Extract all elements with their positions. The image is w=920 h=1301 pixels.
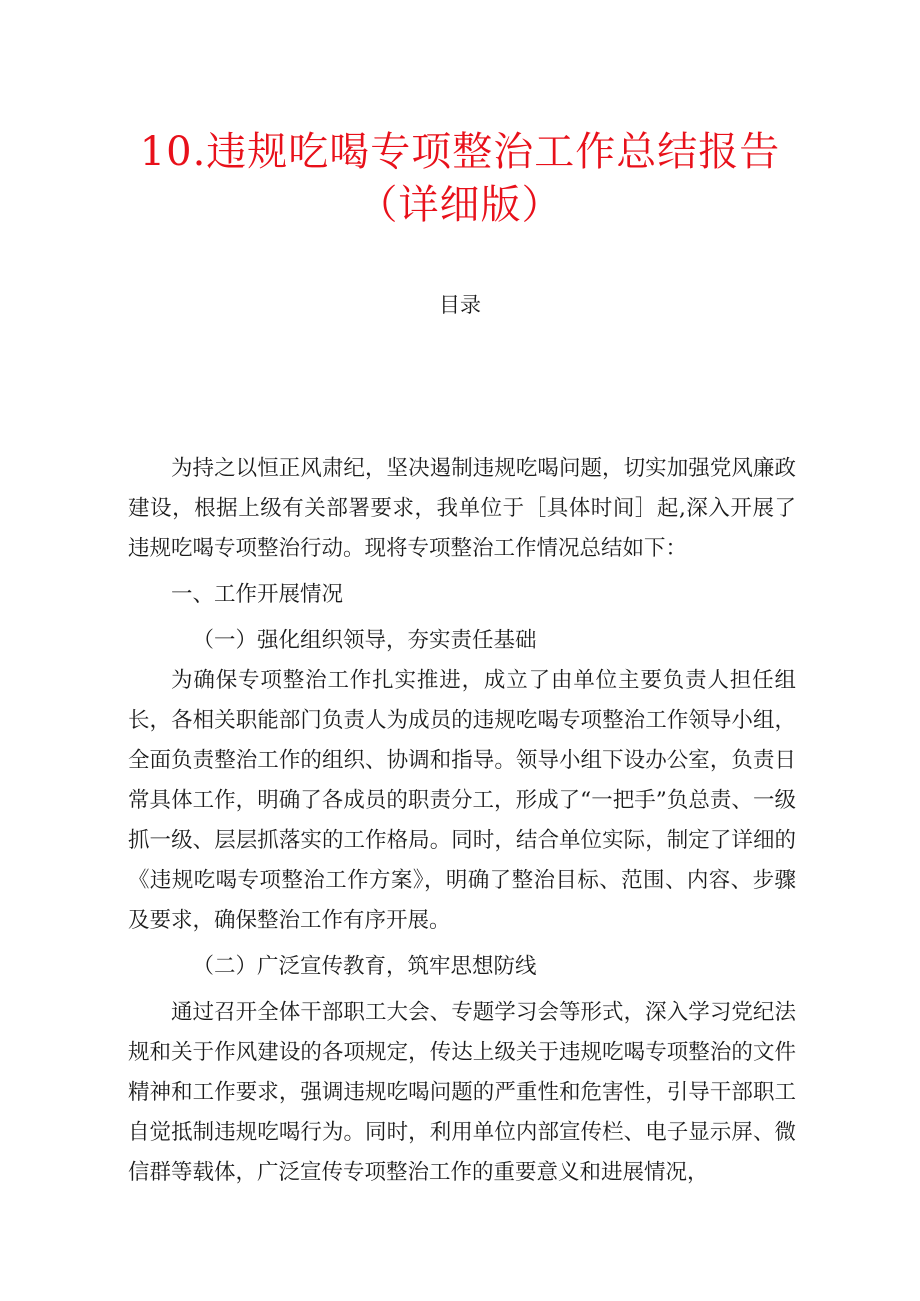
subsection-paragraph-1: 为确保专项整治工作扎实推进，成立了由单位主要负责人担任组长，各相关职能部门负责人为成员的违规吃喝专项整治工作领导小组，全面负责整治工作的组织、协调和指导。领导小组下设办公室，负责日常具体工作，明确了各成员的职责分工，形成了“一把手”负总责、一级抓一级、层层抓落实的工作格局。同时，结合单位实际，制定了详细的《违规吃喝专项整治工作方案》，明确了整治目标、范围、内容、步骤及要求，确保整治工作有序开展。 [128,668,796,933]
subsection-heading-2: （二）广泛宣传教育，筑牢思想防线 [192,954,537,979]
document-title-line1: 10.违规吃喝专项整治工作总结报告 [139,129,781,175]
document-title-line2: （详细版） [357,182,563,228]
subsection-heading-1: （一）强化组织领导，夯实责任基础 [192,628,537,653]
document-body [128,449,796,1193]
section-heading-1: 一、工作开展情况 [171,582,344,607]
table-of-contents-label: 目录 [439,293,481,317]
subsection-paragraph-2: 通过召开全体干部职工大会、专题学习会等形式，深入学习党纪法规和关于作风建设的各项规定，传达上级关于违规吃喝专项整治的文件精神和工作要求，强调违规吃喝问题的严重性和危害性，引导干部职工自觉抵制违规吃喝行为。同时，利用单位内部宣传栏、电子显示屏、微信群等载体，广泛宣传专项整治工作的重要意义和进展情况， [128,1000,796,1185]
intro-paragraph: 为持之以恒正风肃纪，坚决遏制违规吃喝问题，切实加强党风廉政建设，根据上级有关部署要求，我单位于［具体时间］起,深入开展了违规吃喝专项整治行动。现将专项整治工作情况总结如下： [128,456,796,561]
